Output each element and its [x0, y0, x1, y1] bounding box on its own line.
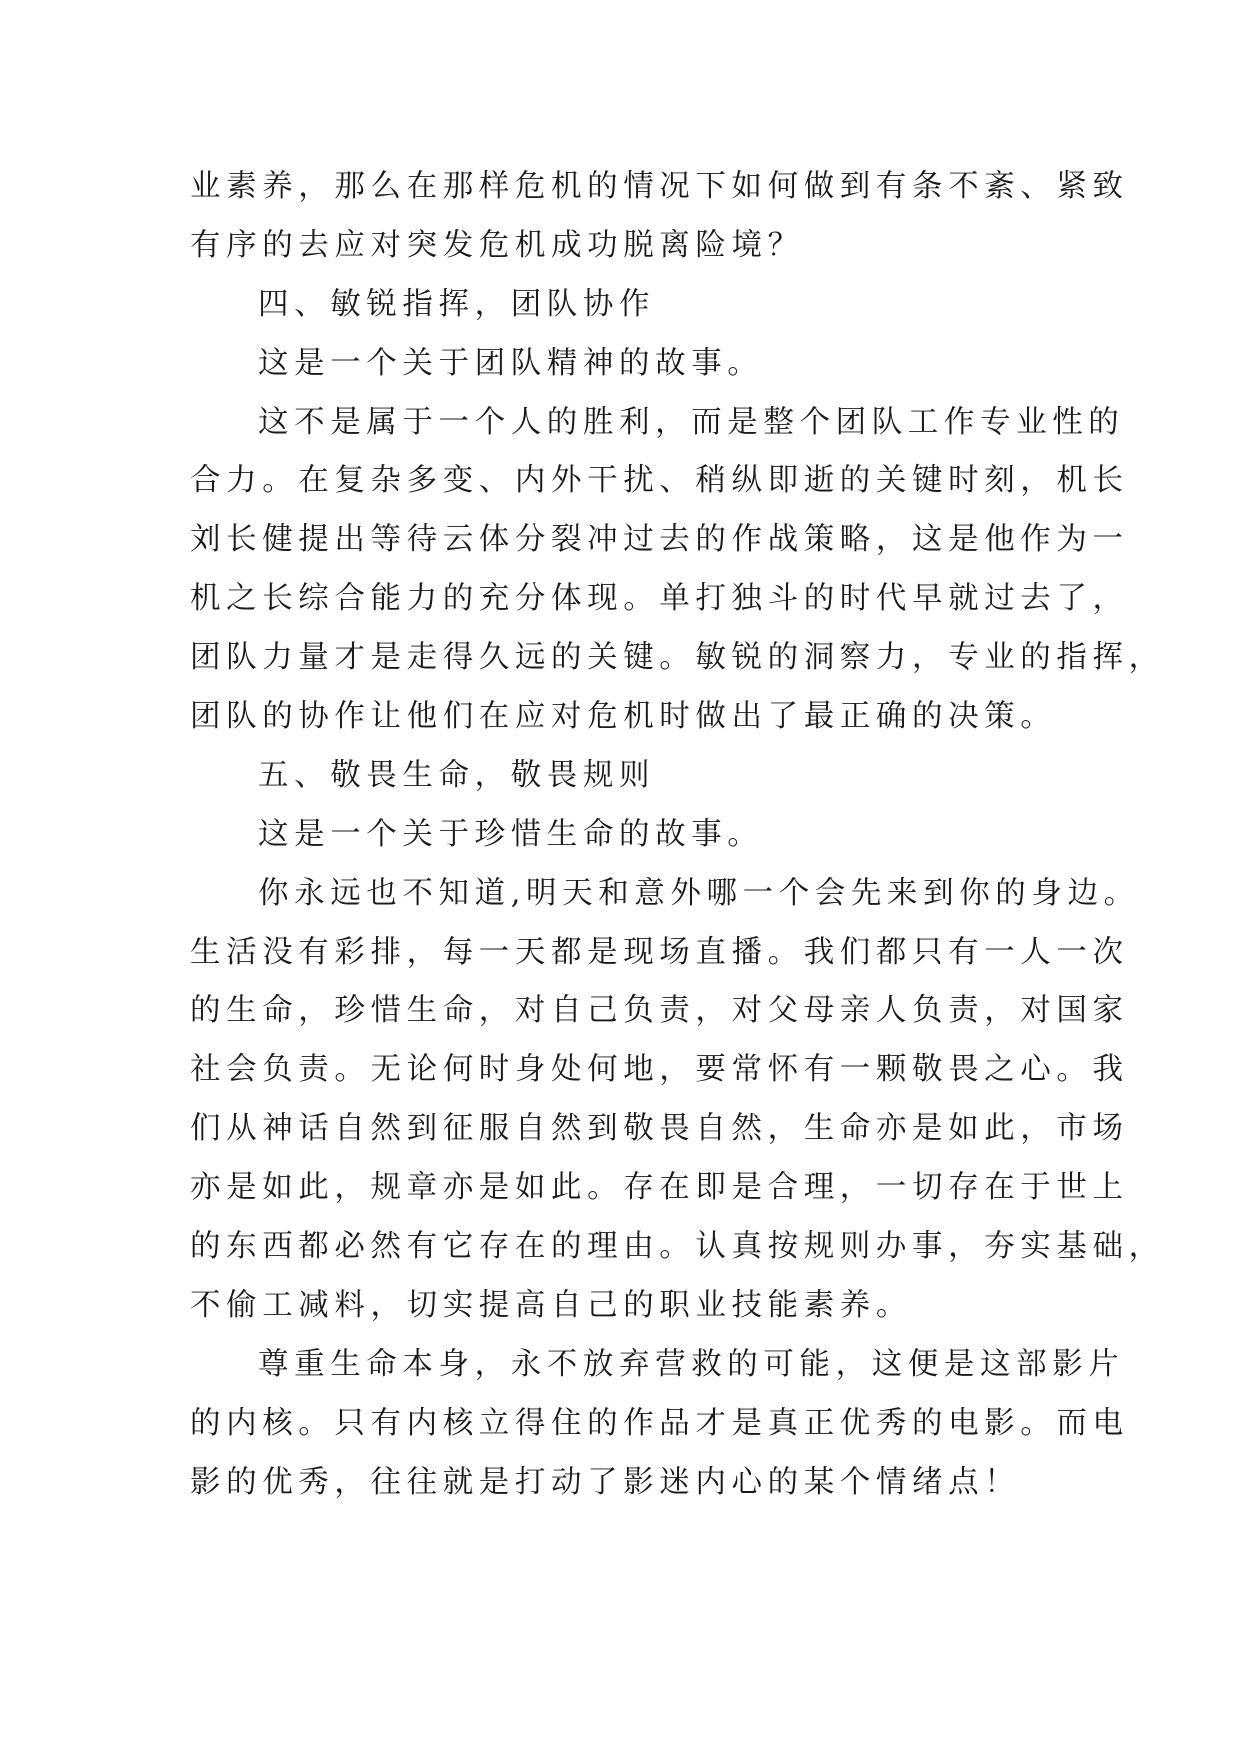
text-line: 业素养，那么在那样危机的情况下如何做到有条不紊、紧致 — [190, 169, 1129, 204]
text-line: 刘长健提出等待云体分裂冲过去的作战策略，这是他作为一 — [190, 522, 1129, 558]
text-line: 生活没有彩排，每一天都是现场直播。我们都只有一人一次 — [190, 934, 1129, 970]
text-line: 有序的去应对突发危机成功脱离险境？ — [190, 227, 804, 263]
text-line: 社会负责。无论何时身处何地，要常怀有一颗敬畏之心。我 — [190, 1052, 1129, 1088]
text-line: 尊重生命本身，永不放弃营救的可能，这便是这部影片 — [258, 1346, 1125, 1382]
section-heading: 四、敏锐指挥，团队协作 — [258, 286, 656, 322]
text-line: 不偷工减料，切实提高自己的职业技能素养。 — [190, 1287, 912, 1323]
text-line: 团队的协作让他们在应对危机时做出了最正确的决策。 — [190, 699, 1057, 735]
text-line: 这不是属于一个人的胜利，而是整个团队工作专业性的 — [258, 404, 1125, 440]
text-line: 这是一个关于珍惜生命的故事。 — [258, 816, 764, 852]
text-line: 的东西都必然有它存在的理由。认真按规则办事，夯实基础， — [190, 1229, 1165, 1265]
text-line: 影的优秀，往往就是打动了影迷内心的某个情绪点！ — [190, 1464, 1021, 1500]
text-line: 这是一个关于团队精神的故事。 — [258, 345, 764, 381]
body-text — [190, 158, 1165, 1512]
text-line: 的生命，珍惜生命，对自己负责，对父母亲人负责，对国家 — [190, 993, 1129, 1029]
text-line: 亦是如此，规章亦是如此。存在即是合理，一切存在于世上 — [190, 1170, 1129, 1206]
text-line: 团队力量才是走得久远的关键。敏锐的洞察力，专业的指挥， — [190, 640, 1165, 676]
text-line: 的内核。只有内核立得住的作品才是真正优秀的电影。而电 — [190, 1405, 1129, 1441]
section-heading: 五、敬畏生命，敬畏规则 — [258, 757, 656, 793]
text-line: 们从神话自然到征服自然到敬畏自然，生命亦是如此，市场 — [190, 1111, 1129, 1147]
text-line: 合力。在复杂多变、内外干扰、稍纵即逝的关键时刻，机长 — [190, 463, 1129, 499]
text-line: 机之长综合能力的充分体现。单打独斗的时代早就过去了， — [190, 581, 1129, 617]
text-line: 你永远也不知道,明天和意外哪一个会先来到你的身边。 — [258, 875, 1140, 911]
